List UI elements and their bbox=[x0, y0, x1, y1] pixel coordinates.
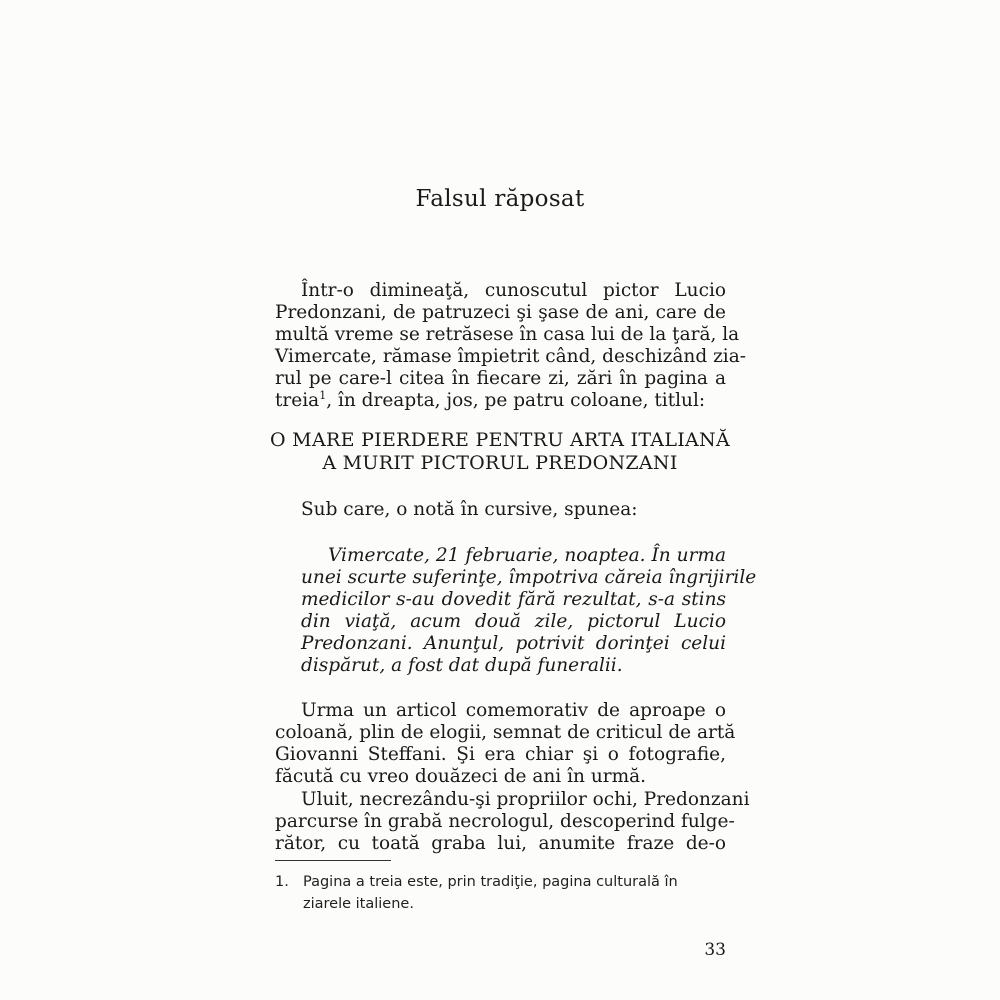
paragraph-1-last-line bbox=[275, 390, 726, 411]
footnote-number: 1. bbox=[275, 874, 289, 890]
paragraph-1-line: Într-o dimineaţă, cunoscutul pictor Lucio bbox=[301, 280, 726, 301]
paragraph-2-line: făcută cu vreo douăzeci de ani în urmă. bbox=[275, 766, 647, 787]
footnote-line-1 bbox=[275, 871, 735, 893]
italic-note-line: dispărut, a fost dat după funeralii. bbox=[301, 655, 623, 676]
paragraph-2-line: coloană, plin de elogii, semnat de criticul de artă bbox=[275, 722, 736, 743]
italic-note-line: Predonzani. Anunţul, potrivit dorinţei celui bbox=[301, 633, 726, 654]
footnote-rule bbox=[275, 860, 391, 861]
footnote bbox=[275, 871, 735, 915]
paragraph-1-line: Vimercate, rămase împietrit când, deschizând zia- bbox=[275, 346, 747, 367]
headline-line-1: O MARE PIERDERE PENTRU ARTA ITALIANĂ bbox=[269, 429, 731, 451]
paragraph-3-line: parcurse în grabă necrologul, descoperind fulge- bbox=[275, 811, 735, 832]
paragraph-1-line: rul pe care-l citea în fiecare zi, zări în pagina a bbox=[275, 368, 726, 389]
paragraph-1-line-treia: treia bbox=[275, 390, 320, 411]
italic-note-line: din viaţă, acum două zile, pictorul Lucio bbox=[301, 611, 726, 632]
paragraph-2-line: Urma un articol comemorativ de aproape o bbox=[301, 700, 726, 721]
paragraph-1-line-end: , în dreapta, jos, pe patru coloane, titlul: bbox=[326, 390, 706, 411]
paragraph-3-line: rător, cu toată graba lui, anumite fraze de-o bbox=[275, 833, 726, 854]
italic-note-line: medicilor s-au dovedit fără rezultat, s-a stins bbox=[301, 589, 726, 610]
footnote-text-1: Pagina a treia este, prin tradiţie, pagina culturală în bbox=[303, 874, 678, 890]
paragraph-1-line: multă vreme se retrăsese în casa lui de la ţară, la bbox=[275, 324, 740, 345]
page-number: 33 bbox=[704, 940, 726, 960]
footnote-text-2: ziarele italiene. bbox=[303, 896, 414, 912]
paragraph-2-line: Giovanni Steffani. Şi era chiar şi o fotografie, bbox=[275, 744, 726, 765]
paragraph-3-line: Uluit, necrezându-şi propriilor ochi, Predonzani bbox=[301, 789, 750, 810]
footnote-marker: 1 bbox=[319, 388, 327, 402]
italic-note-line: Vimercate, 21 februarie, noaptea. În urma bbox=[328, 545, 726, 566]
chapter-title: Falsul răposat bbox=[415, 186, 585, 212]
headline-line-2: A MURIT PICTORUL PREDONZANI bbox=[322, 452, 678, 474]
paragraph-1-line-start bbox=[275, 390, 705, 411]
italic-note-line: unei scurte suferinţe, împotriva căreia îngrijirile bbox=[301, 567, 757, 588]
paragraph-1-line: Predonzani, de patruzeci şi şase de ani, care de bbox=[275, 302, 726, 323]
intro-note: Sub care, o notă în cursive, spunea: bbox=[301, 499, 638, 520]
